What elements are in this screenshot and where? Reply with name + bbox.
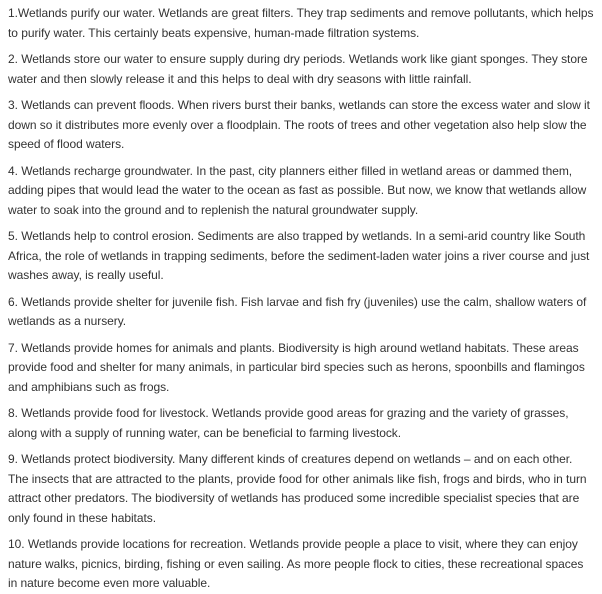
paragraph-3: 3. Wetlands can prevent floods. When rivers burst their banks, wetlands can store the excess water and slow it down so it distributes more evenly over a floodplain. The roots of trees and other vegetation also help slow the speed of flood waters. <box>8 98 590 151</box>
paragraph-8: 8. Wetlands provide food for livestock. Wetlands provide good areas for grazing and the variety of grasses, along with a supply of running water, can be beneficial to farming livestock. <box>8 406 569 440</box>
paragraph-5: 5. Wetlands help to control erosion. Sediments are also trapped by wetlands. In a semi-arid country like South Africa, the role of wetlands in trapping sediments, before the sediment-laden water joins a river course and just washes away, is really useful. <box>8 229 590 282</box>
paragraph-1: 1.Wetlands purify our water. Wetlands are great filters. They trap sediments and remove pollutants, which helps to purify water. This certainly beats expensive, human-made filtration systems. <box>8 6 594 40</box>
paragraph-9: 9. Wetlands protect biodiversity. Many different kinds of creatures depend on wetlands – and on each other. The insects that are attracted to the plants, provide food for other animals like fish, frogs and birds, who in turn attract other predators. The biodiversity of wetlands has produced some incredible specialist species that are only found in these habitats. <box>8 452 587 525</box>
paragraph-4: 4. Wetlands recharge groundwater. In the past, city planners either filled in wetland areas or dammed them, adding pipes that would lead the water to the ocean as fast as possible. But now, we know that wetlands allow water to soak into the ground and to replenish the natural groundwater supply. <box>8 163 587 217</box>
paragraph-10: 10. Wetlands provide locations for recreation. Wetlands provide people a place to visit, where they can enjoy nature walks, picnics, birding, fishing or even sailing. As more people flock to cities, these recreational spaces in nature become even more valuable. <box>8 537 584 590</box>
paragraph-6: 6. Wetlands provide shelter for juvenile fish. Fish larvae and fish fry (juveniles) use the calm, shallow waters of wetlands as a nursery. <box>8 294 587 328</box>
paragraph-2: 2. Wetlands store our water to ensure supply during dry periods. Wetlands work like giant sponges. They store water and then slowly release it and this helps to deal with dry seasons with little rainfall. <box>8 52 588 86</box>
paragraph-7: 7. Wetlands provide homes for animals and plants. Biodiversity is high around wetland habitats. These areas provide food and shelter for many animals, in particular bird species such as herons, spoonbills and flamingos and amphibians such as frogs. <box>8 340 585 394</box>
